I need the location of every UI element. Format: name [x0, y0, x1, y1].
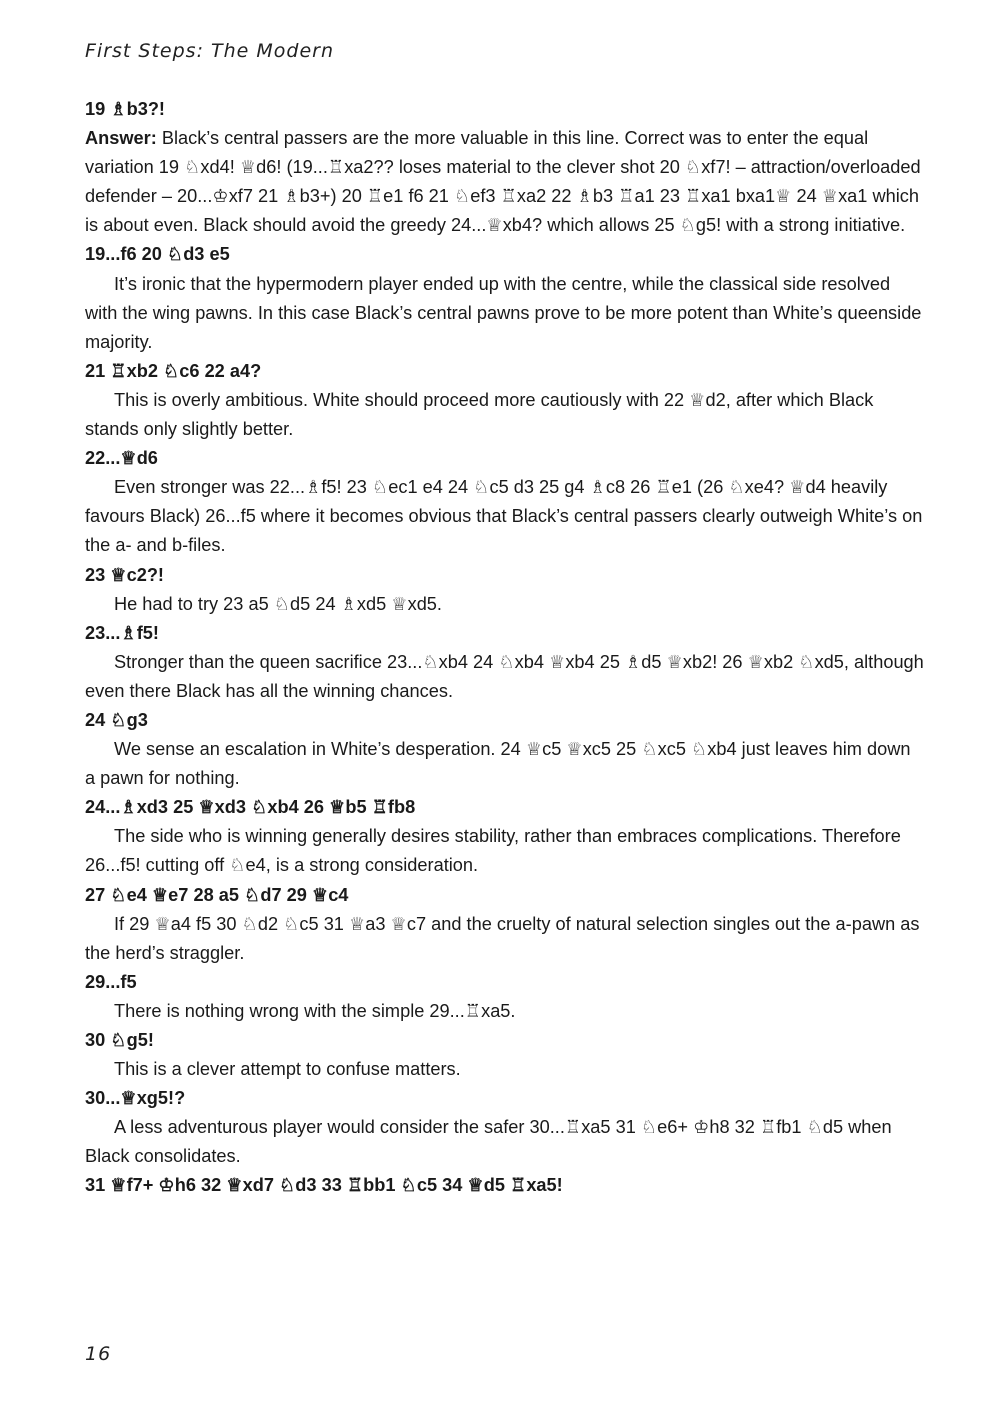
running-head: First Steps: The Modern [85, 40, 335, 62]
annotation-paragraph: Even stronger was 22...♗f5! 23 ♘ec1 e4 24 ♘c5 d3 25 g4 ♗c8 26 ♖e1 (26 ♘xe4? ♕d4 heavily favours Black) 26...f5 where it becomes obvious that Black’s central passers clearly outweigh White’s on the a- and b-files. [85, 477, 923, 556]
annotation-paragraph: Stronger than the queen sacrifice 23...♘xb4 24 ♘xb4 ♕xb4 25 ♗d5 ♕xb2! 26 ♕xb2 ♘xd5, although even there Black has all the winning chances. [85, 651, 924, 701]
annotation-paragraph: This is a clever attempt to confuse matters. [114, 1059, 461, 1080]
annotation-paragraph: It’s ironic that the hypermodern player ended up with the centre, while the classical side resolved with the wing pawns. In this case Black’s central pawns prove to be more potent than White’s queenside majority. [85, 273, 922, 352]
annotation-paragraph: This is overly ambitious. White should proceed more cautiously with 22 ♕d2, after which Black stands only slightly better. [85, 389, 874, 440]
move-line: 24...♗xd3 25 ♕xd3 ♘xb4 26 ♕b5 ♖fb8 [85, 797, 416, 818]
move-line: 29...f5 [85, 971, 137, 992]
answer-text: Black’s central passers are the more valuable in this line. Correct was to enter the equal variation 19 ♘xd4! ♕d6! (19...♖xa2?? loses material to the clever shot 20 ♘xf7! – attraction/overloaded defender – 20...♔xf7 21 ♗b3+) 20 ♖e1 f6 21 ♘ef3 ♖xa2 22 ♗b3 ♖a1 23 ♖xa1 bxa1♕ 24 ♕xa1 which is about even. Black should avoid the greedy 24...♕xb4? which allows 25 ♘g5! with a strong initiative. [85, 128, 921, 236]
move-line: 24 ♘g3 [85, 709, 148, 730]
move-line: 30...♕xg5!? [85, 1088, 186, 1109]
annotation-paragraph: There is nothing wrong with the simple 29...♖xa5. [114, 1000, 516, 1021]
annotation-paragraph: He had to try 23 a5 ♘d5 24 ♗xd5 ♕xd5. [114, 593, 442, 614]
page-number: 16 [85, 1343, 112, 1365]
annotation-paragraph: A less adventurous player would consider the safer 30...♖xa5 31 ♘e6+ ♔h8 32 ♖fb1 ♘d5 when Black consolidates. [85, 1117, 892, 1167]
move-line: 19 ♗b3?! [85, 99, 165, 119]
annotation-paragraph: If 29 ♕a4 f5 30 ♘d2 ♘c5 31 ♕a3 ♕c7 and the cruelty of natural selection singles out the a-pawn as the herd’s straggler. [85, 913, 920, 963]
answer-paragraph [85, 124, 925, 240]
answer-label: Answer: [85, 128, 157, 149]
move-line: 21 ♖xb2 ♘c6 22 a4? [85, 360, 262, 381]
page-body [85, 95, 925, 1201]
move-line: 19...f6 20 ♘d3 e5 [85, 244, 230, 265]
annotation-paragraph: We sense an escalation in White’s desperation. 24 ♕c5 ♕xc5 25 ♘xc5 ♘xb4 just leaves him down a pawn for nothing. [85, 739, 911, 789]
move-line: 31 ♕f7+ ♔h6 32 ♕xd7 ♘d3 33 ♖bb1 ♘c5 34 ♕d5 ♖xa5! [85, 1175, 563, 1196]
move-line: 23...♗f5! [85, 622, 159, 643]
move-line: 30 ♘g5! [85, 1030, 154, 1050]
move-line: 23 ♕c2?! [85, 564, 164, 585]
move-line: 27 ♘e4 ♕e7 28 a5 ♘d7 29 ♕c4 [85, 884, 349, 905]
annotation-paragraph: The side who is winning generally desires stability, rather than embraces complications. Therefore 26...f5! cutting off ♘e4, is a strong consideration. [85, 826, 901, 876]
move-line: 22...♕d6 [85, 448, 158, 469]
